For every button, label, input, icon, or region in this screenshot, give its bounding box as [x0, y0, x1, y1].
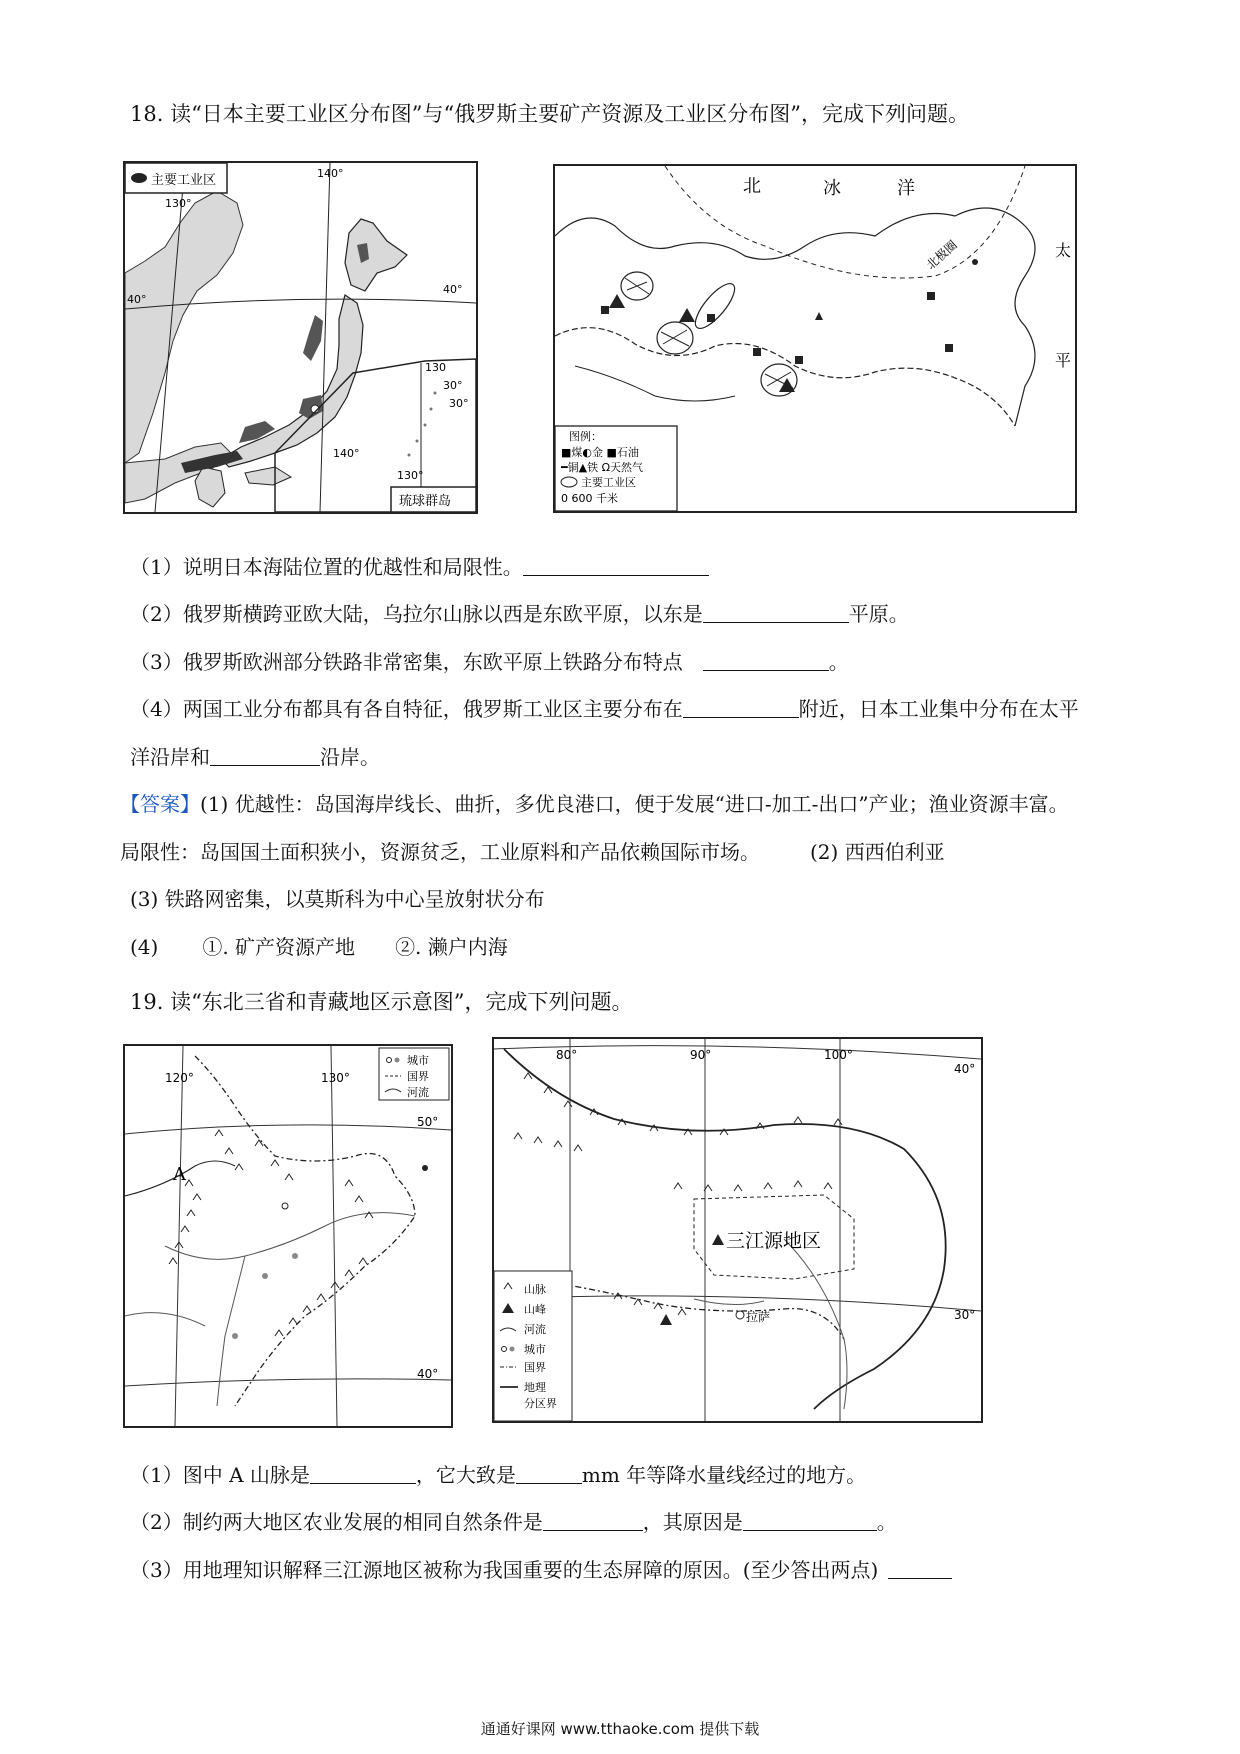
q19-sub1-text: （1）图中 A 山脉是 — [130, 1463, 310, 1487]
northeast-china-map — [123, 1044, 453, 1428]
answer-text: (1) 优越性：岛国海岸线长、曲折，多优良港口，便于发展“进口-加工-出口”产业；渔业资源丰富。 — [200, 792, 1069, 816]
answer-blank[interactable] — [683, 697, 799, 718]
q19-sub2-end: 。 — [876, 1510, 897, 1534]
tibet-legend-item: 分区界 — [524, 1397, 557, 1410]
tibet-lon-label: 90° — [690, 1048, 712, 1062]
answer-blank[interactable] — [523, 555, 709, 576]
answer-text: (2) 西西伯利亚 — [810, 840, 945, 864]
q18-sub4-line2-end: 沿岸。 — [320, 745, 380, 769]
q18-stem: 18. 读“日本主要工业区分布图”与“俄罗斯主要矿产资源及工业区分布图”，完成下列问题。 — [130, 102, 970, 126]
q18-sub3-text: （3）俄罗斯欧洲部分铁路非常密集，东欧平原上铁路分布特点 — [130, 650, 683, 674]
russia-scale: 0 600 千米 — [561, 492, 618, 505]
russia-sea-label: 冰 — [823, 178, 841, 199]
q19-sub3-text: （3）用地理知识解释三江源地区被称为我国重要的生态屏障的原因。(至少答出两点) — [130, 1558, 879, 1582]
ne-lat-label: 50° — [417, 1115, 439, 1129]
tibet-lat-label: 40° — [954, 1062, 976, 1076]
answer-tag: 【答案】 — [120, 792, 200, 816]
answer-text: ①. 矿产资源产地 — [202, 935, 356, 959]
answer-blank[interactable] — [210, 745, 320, 766]
russia-legend-row: ■煤◐金 ■石油 — [561, 446, 639, 459]
russia-legend-title: 图例： — [569, 430, 602, 443]
qinghai-tibet-map — [492, 1037, 983, 1423]
q18-sub4-line2 — [130, 743, 380, 771]
q18-sub2-text: （2）俄罗斯横跨亚欧大陆，乌拉尔山脉以西是东欧平原，以东是 — [130, 602, 703, 626]
q19-sub2-text: （2）制约两大地区农业发展的相同自然条件是 — [130, 1510, 543, 1534]
answer-blank[interactable] — [310, 1463, 416, 1484]
tibet-legend-item: 地理 — [524, 1381, 546, 1394]
ne-lon-label: 130° — [321, 1071, 350, 1085]
japan-inset-label: 130 — [425, 361, 446, 374]
japan-lon-label: 130° — [397, 469, 424, 482]
q19-sub2 — [130, 1508, 897, 1536]
sanjiangyuan-label: 三江源地区 — [726, 1230, 822, 1252]
answer-blank[interactable] — [516, 1463, 582, 1484]
russia-legend-row: 主要工业区 — [581, 476, 636, 489]
q18-sub1-text: （1）说明日本海陆位置的优越性和局限性。 — [130, 555, 523, 579]
q18-sub4-line2-text: 洋沿岸和 — [130, 745, 210, 769]
ne-point-label: A — [173, 1164, 186, 1185]
japan-inset-label: 30° — [449, 397, 469, 410]
tibet-lat-label: 30° — [954, 1308, 976, 1322]
q18-sub2-end: 平原。 — [848, 602, 909, 626]
russia-sea-label: 洋 — [897, 178, 915, 199]
answer-blank[interactable] — [703, 650, 829, 671]
answer-text: (3) 铁路网密集，以莫斯科为中心呈放射状分布 — [130, 887, 545, 911]
answer-blank[interactable] — [543, 1510, 643, 1531]
japan-lon-label: 140° — [333, 447, 360, 460]
ne-lat-label: 40° — [417, 1367, 439, 1381]
q19-sub3 — [130, 1556, 952, 1584]
ne-legend-item: 城市 — [407, 1054, 429, 1067]
q18-sub4 — [130, 695, 1079, 723]
q18-sub3 — [130, 648, 849, 676]
japan-industrial-map — [123, 161, 478, 514]
russia-legend-row: ━铜▲铁 Ω天然气 — [561, 461, 643, 474]
russia-sea-label: 北 — [743, 176, 761, 197]
page-footer: 通通好课网 www.tthaoke.com 提供下载 — [480, 1720, 760, 1738]
q18-sub4-text: （4）两国工业分布都具有各自特征，俄罗斯工业区主要分布在 — [130, 697, 683, 721]
japan-lon-label: 130° — [165, 197, 192, 210]
arctic-circle-label: 北极圈 — [923, 237, 960, 273]
tibet-lon-label: 100° — [824, 1048, 853, 1062]
ne-legend-item: 河流 — [407, 1086, 429, 1099]
q18-answer-4 — [130, 933, 508, 961]
japan-lat-label: 30° — [443, 379, 463, 392]
answer-text: (4) — [130, 935, 159, 959]
q18-sub3-end: 。 — [828, 650, 849, 674]
russia-resources-map — [553, 164, 1077, 513]
japan-lat-label: 40° — [127, 293, 147, 306]
tibet-legend-item: 国界 — [524, 1361, 546, 1374]
japan-lon-label: 140° — [317, 167, 344, 180]
japan-lat-label: 40° — [443, 283, 463, 296]
q19-sub1-end: mm 年等降水量线经过的地方。 — [581, 1463, 867, 1487]
tibet-legend-item: 山脉 — [524, 1283, 546, 1296]
q19-sub1-mid: ，它大致是 — [415, 1463, 516, 1487]
answer-text: 局限性：岛国国土面积狭小，资源贫乏，工业原料和产品依赖国际市场。 — [120, 840, 760, 864]
answer-blank[interactable] — [743, 1510, 877, 1531]
q18-sub4-mid: 附近，日本工业集中分布在太平 — [798, 697, 1079, 721]
answer-blank[interactable] — [703, 602, 849, 623]
japan-inset-title: 琉球群岛 — [399, 494, 452, 509]
tibet-lon-label: 80° — [556, 1048, 578, 1062]
q18-answer-3 — [130, 885, 545, 913]
q19-stem: 19. 读“东北三省和青藏地区示意图”，完成下列问题。 — [130, 990, 633, 1014]
russia-side-label: 平 — [1055, 351, 1072, 370]
q19-sub1 — [130, 1461, 866, 1489]
q18-answer-1b — [120, 838, 945, 866]
ne-lon-label: 120° — [165, 1071, 194, 1085]
russia-side-label: 太 — [1055, 241, 1072, 260]
tibet-legend-item: 山峰 — [524, 1303, 546, 1316]
answer-text: ②. 濑户内海 — [395, 935, 508, 959]
q19-sub2-mid: ，其原因是 — [642, 1510, 743, 1534]
japan-legend-text: 主要工业区 — [151, 173, 217, 188]
ne-legend-item: 国界 — [407, 1070, 429, 1083]
lhasa-label: 拉萨 — [746, 1310, 771, 1324]
q18-sub2 — [130, 600, 909, 628]
answer-blank[interactable] — [888, 1558, 952, 1579]
tibet-legend-item: 河流 — [524, 1323, 546, 1336]
tibet-legend-item: 城市 — [524, 1343, 546, 1356]
q18-sub1 — [130, 553, 709, 581]
q18-answer-1 — [120, 790, 1069, 818]
